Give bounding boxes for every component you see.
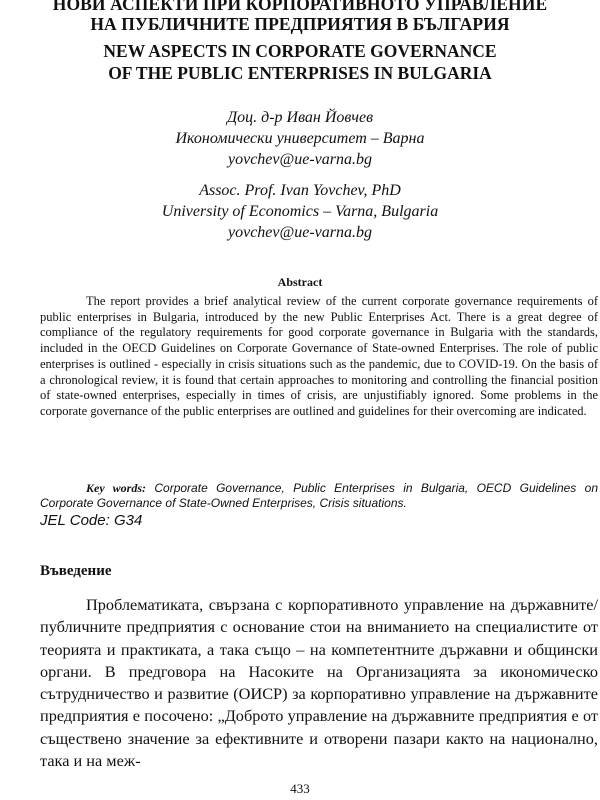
page-number: 433 <box>290 781 310 796</box>
author-email-bg: yovchev@ue-varna.bg <box>228 151 372 168</box>
section-heading-introduction: Въведение <box>40 563 112 579</box>
author-affiliation-en: University of Economics – Varna, Bulgaria <box>161 203 439 220</box>
title-en-line-1: NEW ASPECTS IN CORPORATE GOVERNANCE <box>103 41 497 61</box>
author-block-bulgarian <box>0 107 600 170</box>
author-name-en: Assoc. Prof. Ivan Yovchev, PhD <box>199 182 401 199</box>
jel-code: JEL Code: G34 <box>40 512 143 529</box>
title-english <box>0 40 600 84</box>
abstract-body <box>40 294 598 420</box>
title-bg-line-2: НА ПУБЛИЧНИТЕ ПРЕДПРИЯТИЯ В БЪЛГАРИЯ <box>90 14 510 34</box>
title-en-line-2: OF THE PUBLIC ENTERPRISES IN BULGARIA <box>108 63 492 83</box>
author-block-english <box>0 180 600 243</box>
keywords-label: Key words: <box>86 481 147 495</box>
abstract-paragraph: The report provides a brief analytical review of the current corporate governance requirements of public enterprises in Bulgaria, introduced by the new Public Enterprises Act. There is a great degree of compliance of the regulatory requirements for good corporate governance in Bulgaria with the standards, included in the OECD Guidelines on Corporate Governance of State-owned Enterprises. The role of public enterprises is outlined - especially in crisis situations such as the pandemic, due to COVID-19. On the basis of a chronological review, it is found that certain approaches to monitoring and controlling the financial position of state-owned enterprises, especially in times of crisis, are unjustifiably ignored. Some problems in the corporate governance of the public enterprises are outlined and guidelines for their overcoming are indicated. <box>40 294 598 418</box>
author-affiliation-bg: Икономически университет – Варна <box>175 130 425 147</box>
author-name-bg: Доц. д-р Иван Йовчев <box>226 109 374 126</box>
keywords-text: Corporate Governance, Public Enterprises in Bulgaria, OECD Guidelines on Corporate Governance of State-Owned Enterprises, Crisis situations. <box>40 481 598 510</box>
title-bg-line-1: НОВИ АСПЕКТИ ПРИ КОРПОРАТИВНОТО УПРАВЛЕНИЕ <box>52 0 548 14</box>
title-bulgarian <box>0 0 600 34</box>
introduction-paragraph: Проблематиката, свързана с корпоративното управление на държавните/публичните предприятия с основание стои на вниманието на специалистите от теорията и практиката, а така също – на компетентните държавни и общински органи. В предговора на Насоките на Организацията за икономическо сътрудничество и развитие (ОИСР) за корпоративно управление на държавните предприятия е посочено: „Доброто управление на държавните предприятия е от съществено значение за ефективните и отворени пазари както на национално, така и на меж- <box>40 595 598 771</box>
keywords <box>40 481 598 511</box>
author-email-en: yovchev@ue-varna.bg <box>228 224 372 241</box>
introduction-body <box>40 594 598 772</box>
abstract-heading: Abstract <box>277 275 323 289</box>
